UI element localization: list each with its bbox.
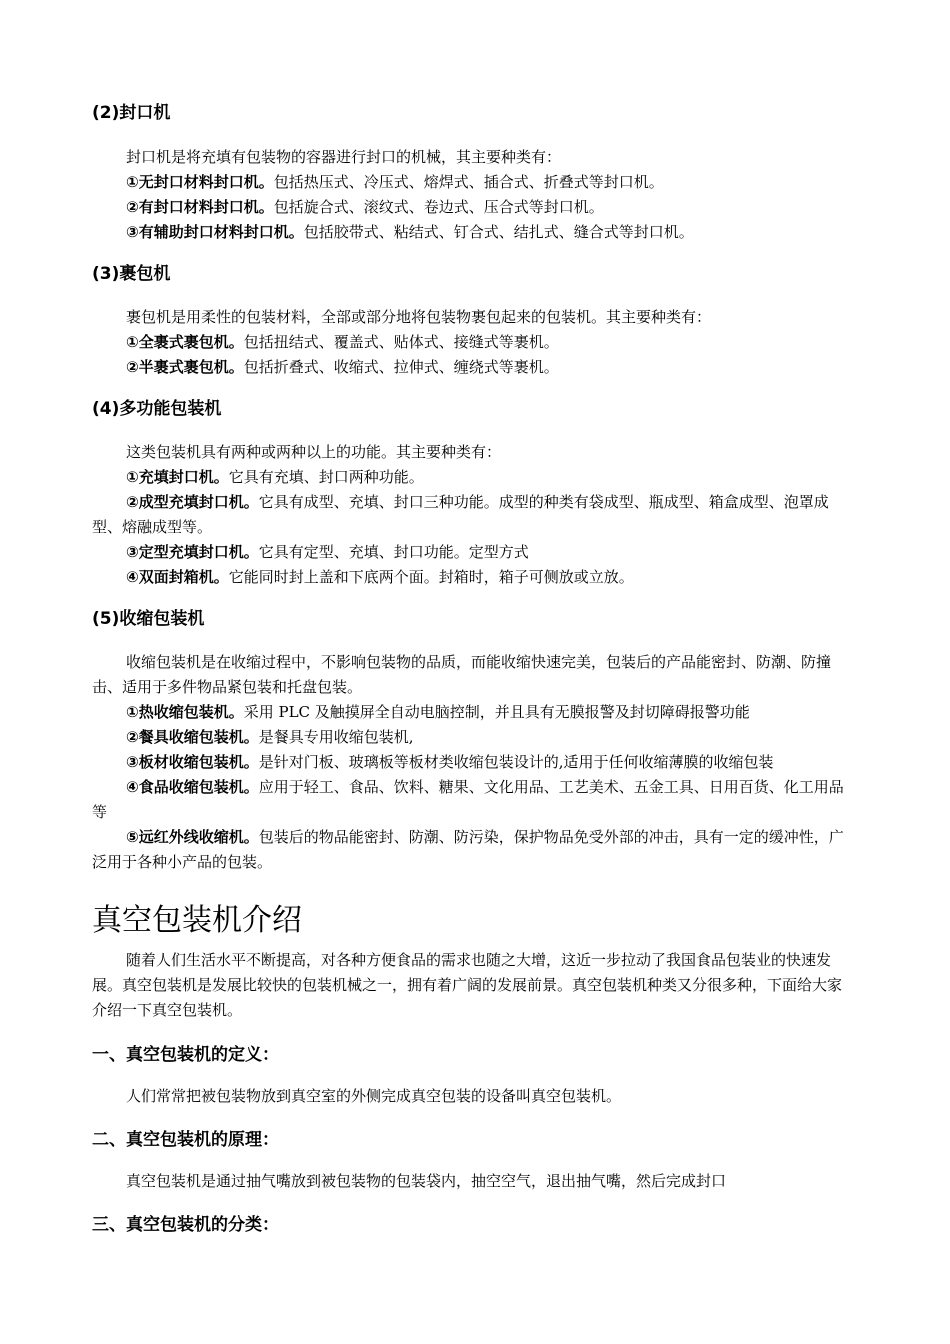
vacuum-definition-body (92, 1084, 856, 1109)
section-wrapping-body (92, 305, 856, 380)
list-item: ②有封口材料封口机。包括旋合式、滚纹式、卷边式、压合式等封口机。 (126, 198, 604, 216)
list-item: ③板材收缩包装机。是针对门板、玻璃板等板材类收缩包装设计的,适用于任何收缩薄膜的收缩包装 (126, 753, 774, 771)
section-multifunction-machine (92, 397, 856, 421)
section-heading: (4)多功能包装机 (92, 399, 222, 419)
list-item: ④双面封箱机。它能同时封上盖和下底两个面。封箱时，箱子可侧放或立放。 (126, 568, 634, 586)
paragraph-intro: 收缩包装机是在收缩过程中，不影响包装物的品质，而能收缩快速完美，包装后的产品能密封、防潮、防撞击、适用于多件物品紧包装和托盘包装。 (92, 653, 832, 696)
list-item: ③有辅助封口材料封口机。包括胶带式、粘结式、钉合式、结扎式、缝合式等封口机。 (126, 223, 694, 241)
section-heading: 二、真空包装机的原理： (92, 1130, 279, 1150)
section-wrapping-machine (92, 262, 856, 286)
paragraph: 真空包装机是通过抽气嘴放到被包装物的包装袋内，抽空空气，退出抽气嘴，然后完成封口 (126, 1172, 727, 1190)
page-title: 真空包装机介绍 (92, 903, 302, 938)
paragraph-intro: 这类包装机具有两种或两种以上的功能。其主要种类有： (126, 443, 502, 461)
list-item: ①全裹式裹包机。包括扭结式、覆盖式、贴体式、接缝式等裹机。 (126, 333, 559, 351)
section-heading: (5)收缩包装机 (92, 609, 205, 629)
paragraph-intro: 封口机是将充填有包装物的容器进行封口的机械，其主要种类有： (126, 148, 562, 166)
vacuum-principle-heading-block (92, 1128, 856, 1152)
section-shrink-machine (92, 607, 856, 631)
section-sealing-body (92, 145, 856, 245)
vacuum-principle-body (92, 1169, 856, 1194)
list-item: ②半裹式裹包机。包括折叠式、收缩式、拉伸式、缠绕式等裹机。 (126, 358, 559, 376)
vacuum-definition-heading-block (92, 1043, 856, 1067)
section-multifunction-body (92, 440, 856, 590)
vacuum-classification-heading-block (92, 1213, 856, 1237)
vacuum-intro-block (92, 948, 856, 1023)
section-heading: 一、真空包装机的定义： (92, 1045, 279, 1065)
section-heading: (2)封口机 (92, 103, 171, 123)
list-item: ⑤远红外线收缩机。包装后的物品能密封、防潮、防污染，保护物品免受外部的冲击，具有一定的缓冲性，广泛用于各种小产品的包装。 (92, 828, 844, 871)
section-sealing-machine (92, 101, 856, 125)
section-shrink-body (92, 650, 856, 875)
list-item: ③定型充填封口机。它具有定型、充填、封口功能。定型方式 (126, 543, 529, 561)
list-item: ①充填封口机。它具有充填、封口两种功能。 (126, 468, 424, 486)
paragraph-intro: 随着人们生活水平不断提高，对各种方便食品的需求也随之大增，这近一步拉动了我国食品包装业的快速发展。真空包装机是发展比较快的包装机械之一，拥有着广阔的发展前景。真空包装机种类又分很多种，下面给大家介绍一下真空包装机。 (92, 951, 843, 1019)
list-item: ②餐具收缩包装机。是餐具专用收缩包装机, (126, 728, 414, 746)
list-item: ②成型充填封口机。它具有成型、充填、封口三种功能。成型的种类有袋成型、瓶成型、箱盒成型、泡罩成型、熔融成型等。 (92, 493, 829, 536)
vacuum-title-block (92, 903, 856, 939)
paragraph-intro: 裹包机是用柔性的包装材料，全部或部分地将包装物裹包起来的包装机。其主要种类有： (126, 308, 712, 326)
list-item: ①无封口材料封口机。包括热压式、冷压式、熔焊式、插合式、折叠式等封口机。 (126, 173, 664, 191)
section-heading: (3)裹包机 (92, 264, 171, 284)
paragraph: 人们常常把被包装物放到真空室的外侧完成真空包装的设备叫真空包装机。 (126, 1087, 622, 1105)
list-item: ①热收缩包装机。采用 PLC 及触摸屏全自动电脑控制，并且具有无膜报警及封切障碍报警功能 (126, 703, 750, 721)
section-heading: 三、真空包装机的分类： (92, 1215, 279, 1235)
list-item: ④食品收缩包装机。应用于轻工、食品、饮料、糖果、文化用品、工艺美术、五金工具、日用百货、化工用品等 (92, 778, 844, 821)
